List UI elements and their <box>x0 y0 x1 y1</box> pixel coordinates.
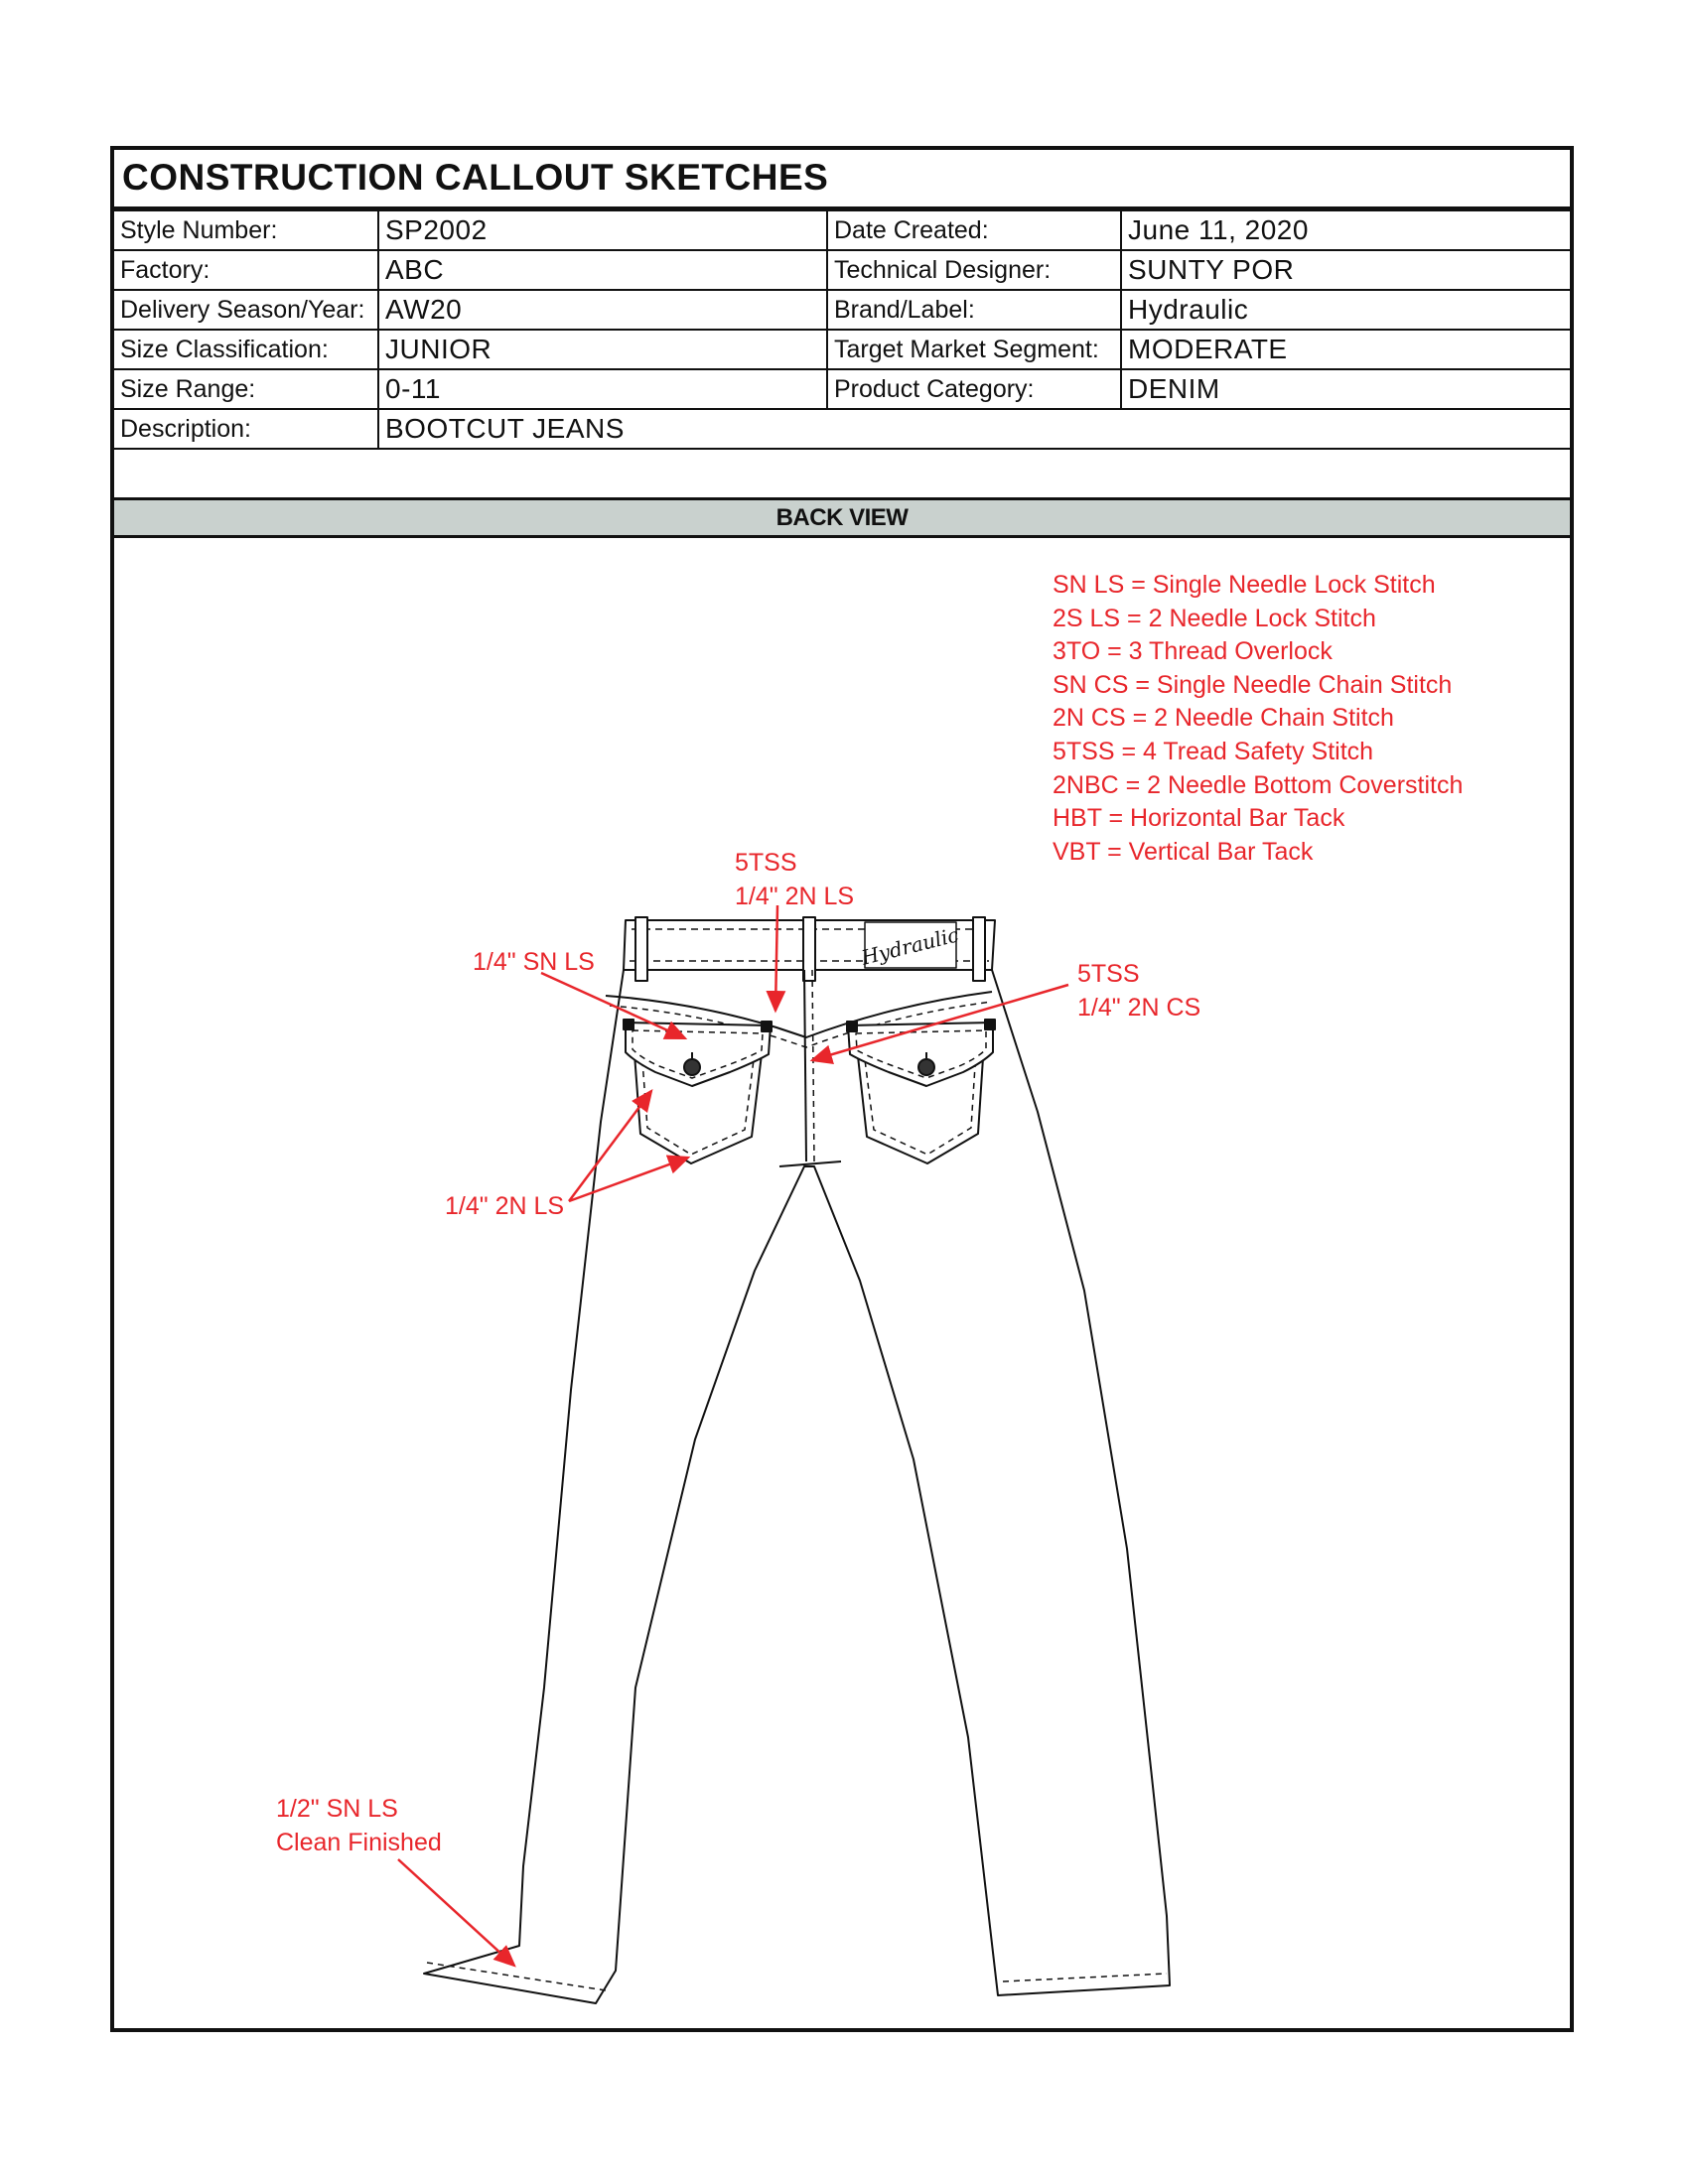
date-created-label: Date Created: <box>827 210 1121 250</box>
callout-pocket-body <box>445 1189 564 1223</box>
brand-label-label: Brand/Label: <box>827 290 1121 330</box>
callout-line: 1/4" 2N LS <box>445 1192 565 1220</box>
brand-patch-text: Hydraulic <box>859 922 961 970</box>
factory-label: Factory: <box>114 250 378 290</box>
legend-item: SN LS = Single Needle Lock Stitch <box>1053 571 1436 599</box>
callout-line: Clean Finished <box>276 1829 442 1856</box>
callout-hem <box>276 1792 442 1859</box>
legend-item: 2N CS = 2 Needle Chain Stitch <box>1053 704 1394 733</box>
delivery-season-label: Delivery Season/Year: <box>114 290 378 330</box>
legend-item: SN CS = Single Needle Chain Stitch <box>1053 670 1453 699</box>
callout-line: 1/4" 2N CS <box>1077 994 1201 1022</box>
belt-loop <box>635 917 647 981</box>
callout-line: 1/4" 2N LS <box>735 883 855 910</box>
style-number-label: Style Number: <box>114 210 378 250</box>
center-back-seam <box>804 970 806 1161</box>
legend-item: 3TO = 3 Thread Overlock <box>1053 637 1333 666</box>
date-created-value: June 11, 2020 <box>1121 210 1570 250</box>
callout-line: 5TSS <box>735 849 797 877</box>
view-title: BACK VIEW <box>775 504 909 531</box>
description-value: BOOTCUT JEANS <box>378 409 1570 449</box>
legend-item: HBT = Horizontal Bar Tack <box>1053 804 1345 833</box>
legend-item: 2NBC = 2 Needle Bottom Coverstitch <box>1053 770 1464 799</box>
belt-loop <box>973 917 985 981</box>
button-icon <box>684 1059 700 1075</box>
legend-item: VBT = Vertical Bar Tack <box>1053 837 1314 866</box>
callout-yoke-center <box>735 846 854 913</box>
size-range-value: 0-11 <box>378 369 827 409</box>
technical-designer-label: Technical Designer: <box>827 250 1121 290</box>
style-number-value: SP2002 <box>378 210 827 250</box>
legend-item: 2S LS = 2 Needle Lock Stitch <box>1053 604 1376 632</box>
technical-designer-value: SUNTY POR <box>1121 250 1570 290</box>
size-classification-label: Size Classification: <box>114 330 378 369</box>
arrow-pocket-flap <box>541 973 685 1038</box>
target-market-value: MODERATE <box>1121 330 1570 369</box>
legend-item: 5TSS = 4 Tread Safety Stitch <box>1053 737 1374 765</box>
size-range-label: Size Range: <box>114 369 378 409</box>
stitch-legend <box>1053 569 1463 869</box>
button-icon <box>918 1059 934 1075</box>
jeans-outline <box>424 917 1170 2003</box>
brand-label-value: Hydraulic <box>1121 290 1570 330</box>
arrow-hem <box>398 1859 514 1966</box>
callout-pocket-flap <box>473 945 595 979</box>
callout-line: 1/4" SN LS <box>473 948 595 976</box>
pants-body <box>424 970 1170 2003</box>
factory-value: ABC <box>378 250 827 290</box>
target-market-label: Target Market Segment: <box>827 330 1121 369</box>
callout-line: 1/2" SN LS <box>276 1795 398 1823</box>
product-category-label: Product Category: <box>827 369 1121 409</box>
description-label: Description: <box>114 409 378 449</box>
page-title: CONSTRUCTION CALLOUT SKETCHES <box>122 157 829 198</box>
arrow-pocket-body-1 <box>569 1091 651 1201</box>
callout-line: 5TSS <box>1077 960 1140 988</box>
product-category-value: DENIM <box>1121 369 1570 409</box>
size-classification-value: JUNIOR <box>378 330 827 369</box>
delivery-season-value: AW20 <box>378 290 827 330</box>
callout-center-back <box>1077 957 1200 1024</box>
